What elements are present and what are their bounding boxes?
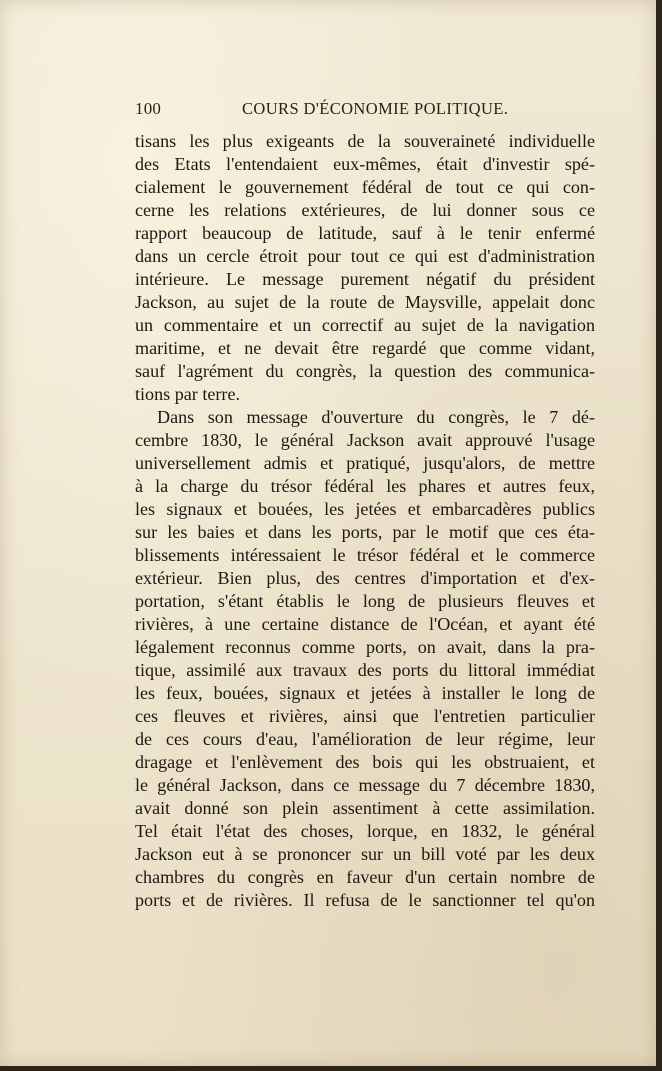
text-line: ports et de rivières. Il refusa de le sanctionner tel qu'on xyxy=(135,890,595,910)
text-line: universellement admis et pratiqué, jusqu'alors, de mettre xyxy=(135,453,595,473)
running-title: COURS D'ÉCONOMIE POLITIQUE. xyxy=(242,99,509,118)
text-line: blissements intéressaient le trésor fédéral et le commerce xyxy=(135,545,595,565)
text-line: cembre 1830, le général Jackson avait approuvé l'usage xyxy=(135,430,595,450)
paragraph-1 xyxy=(135,130,595,406)
text-line: les signaux et bouées, les jetées et embarcadères publics xyxy=(135,499,595,519)
text-line: rapport beaucoup de latitude, sauf à le tenir enfermé xyxy=(135,223,595,243)
text-line: Dans son message d'ouverture du congrès, le 7 dé- xyxy=(157,407,595,427)
text-line: cerne les relations extérieures, de lui donner sous ce xyxy=(135,200,595,220)
text-line: maritime, et ne devait être regardé que comme vidant, xyxy=(135,338,595,358)
paragraph-2 xyxy=(135,406,595,912)
text-line: Jackson eut à se prononcer sur un bill voté par les deux xyxy=(135,844,595,864)
text-line: légalement reconnus comme ports, on avait, dans la pra- xyxy=(135,637,595,657)
text-line: Jackson, au sujet de la route de Maysville, appelait donc xyxy=(135,292,595,312)
text-line: dragage et l'enlèvement des bois qui les obstruaient, et xyxy=(135,752,595,772)
text-line: cialement le gouvernement fédéral de tout ce qui con- xyxy=(135,177,595,197)
text-line: le général Jackson, dans ce message du 7 décembre 1830, xyxy=(135,775,595,795)
page-number: 100 xyxy=(135,99,162,118)
text-line: intérieure. Le message purement négatif du président xyxy=(135,269,595,289)
text-line: sur les baies et dans les ports, par le motif que ces éta- xyxy=(135,522,595,542)
text-line: chambres du congrès en faveur d'un certain nombre de xyxy=(135,867,595,887)
text-line: tions par terre. xyxy=(135,384,241,404)
text-line: portation, s'étant établis le long de plusieurs fleuves et xyxy=(135,591,595,611)
text-line: un commentaire et un correctif au sujet de la navigation xyxy=(135,315,595,335)
text-line: à la charge du trésor fédéral les phares et autres feux, xyxy=(135,476,595,496)
text-line: dans un cercle étroit pour tout ce qui est d'administration xyxy=(135,246,595,266)
text-line: Tel était l'état des choses, lorque, en 1832, le général xyxy=(135,821,595,841)
text-line: tisans les plus exigeants de la souveraineté individuelle xyxy=(135,131,595,151)
text-line: tique, assimilé aux travaux des ports du littoral immédiat xyxy=(135,660,595,680)
text-line: les feux, bouées, signaux et jetées à installer le long de xyxy=(135,683,595,703)
text-line: extérieur. Bien plus, des centres d'importation et d'ex- xyxy=(135,568,595,588)
page-header xyxy=(135,99,596,123)
text-line: avait donné son plein assentiment à cette assimilation. xyxy=(135,798,595,818)
text-line: des Etats l'entendaient eux-mêmes, était d'investir spé- xyxy=(135,154,595,174)
text-line: de ces cours d'eau, l'amélioration de leur régime, leur xyxy=(135,729,595,749)
text-line: sauf l'agrément du congrès, la question des communica- xyxy=(135,361,595,381)
body-text xyxy=(135,130,595,912)
text-line: ces fleuves et rivières, ainsi que l'entretien particulier xyxy=(135,706,595,726)
text-line: rivières, à une certaine distance de l'Océan, et ayant été xyxy=(135,614,595,634)
